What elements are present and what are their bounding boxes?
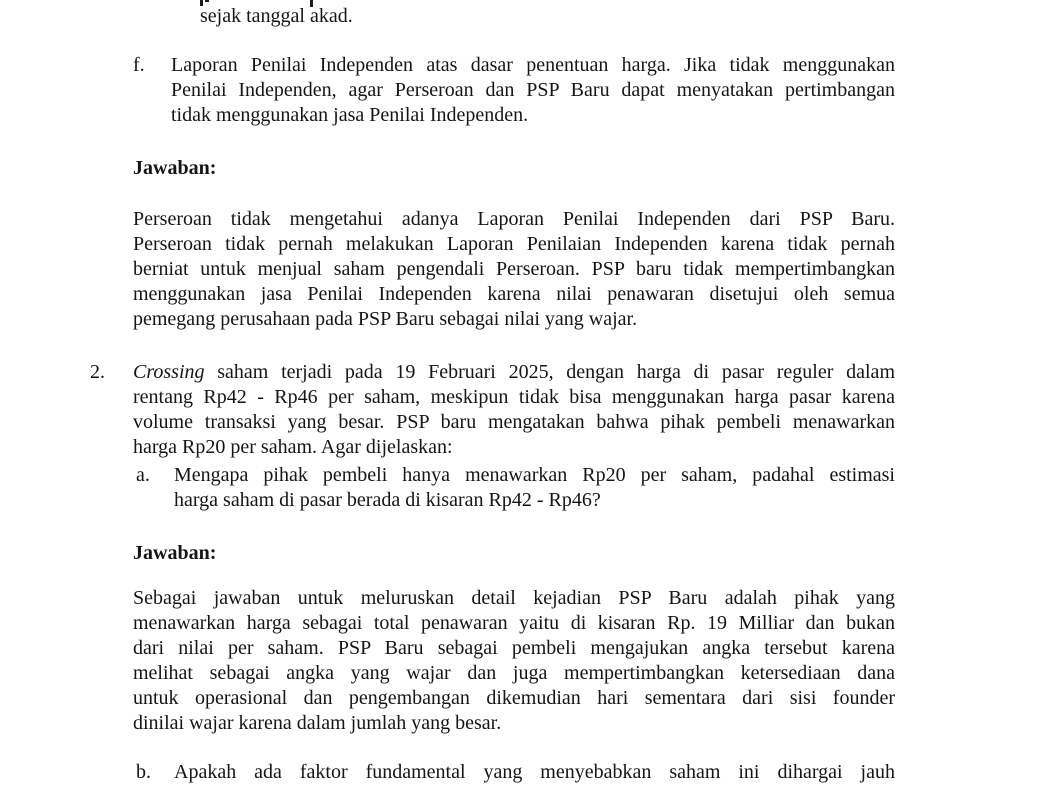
text-line: volume transaksi yang besar. PSP baru mengatakan bahwa pihak pembeli menawarkan (133, 411, 895, 433)
item-2a-text (174, 463, 895, 513)
text-line: menawarkan harga sebagai total penawaran yaitu di kisaran Rp. 19 Milliar dan bukan (133, 612, 895, 634)
text-line: harga saham di pasar berada di kisaran Rp42 - Rp46? (174, 489, 601, 511)
item-2b-text (174, 760, 895, 785)
text-line: Laporan Penilai Independen atas dasar penentuan harga. Jika tidak menggunakan (171, 54, 895, 76)
list-item-2b (136, 760, 895, 785)
item-2-marker: 2. (90, 361, 105, 383)
answer-heading-1: Jawaban: (133, 157, 217, 179)
text-line: harga Rp20 per saham. Agar dijelaskan: (133, 436, 453, 458)
item-2b-marker: b. (136, 761, 151, 783)
text-line: Perseroan tidak mengetahui adanya Laporan Penilai Independen dari PSP Baru. (133, 208, 895, 230)
text-line: Perseroan tidak pernah melakukan Laporan Penilaian Independen karena tidak pernah (133, 233, 895, 255)
text-line: berniat untuk menjual saham pengendali Perseroan. PSP baru tidak mempertimbangkan (133, 258, 895, 280)
text-line: tidak menggunakan jasa Penilai Independen. (171, 104, 529, 126)
text-line: dinilai wajar karena dalam jumlah yang besar. (133, 712, 502, 734)
text-line: menggunakan jasa Penilai Independen karena nilai penawaran disetujui oleh semua (133, 283, 895, 305)
text-line: dari nilai per saham. PSP Baru sebagai pembeli mengajukan angka tersebut karena (133, 637, 895, 659)
item-2a-marker: a. (136, 464, 150, 486)
text-line: melihat sebagai angka yang wajar dan juga mempertimbangkan ketersediaan dana (133, 662, 895, 684)
descender-fragment (205, 0, 209, 2)
text-line: Mengapa pihak pembeli hanya menawarkan Rp20 per saham, padahal estimasi (174, 464, 895, 486)
answer-heading-2: Jawaban: (133, 542, 217, 564)
item-2-first-line-rest: saham terjadi pada 19 Februari 2025, dengan harga di pasar reguler dalam (204, 361, 895, 383)
item-2-first-line (133, 360, 895, 385)
answer-paragraph-2 (133, 586, 895, 736)
list-item-2a (136, 463, 895, 513)
list-item-2 (90, 360, 895, 460)
text-line: Penilai Independen, agar Perseroan dan PSP Baru dapat menyatakan pertimbangan (171, 79, 895, 101)
item-f-marker: f. (133, 54, 145, 76)
text-line: pemegang perusahaan pada PSP Baru sebagai nilai yang wajar. (133, 308, 638, 330)
item-2-lines (133, 385, 895, 460)
answer-paragraph-1 (133, 207, 895, 332)
continuation-line: sejak tanggal akad. (200, 5, 353, 27)
item-2-lead-word: Crossing (133, 361, 205, 383)
list-item-f (133, 53, 895, 128)
text-line: untuk operasional dan pengembangan dikemudian hari sementara dari sisi founder (133, 687, 895, 709)
item-f-text (171, 53, 895, 128)
text-line: Sebagai jawaban untuk meluruskan detail kejadian PSP Baru adalah pihak yang (133, 587, 895, 609)
text-line: Apakah ada faktor fundamental yang menyebabkan saham ini dihargai jauh (174, 761, 895, 783)
text-line: rentang Rp42 - Rp46 per saham, meskipun tidak bisa menggunakan harga pasar karena (133, 386, 895, 408)
item-2-text (133, 360, 895, 460)
